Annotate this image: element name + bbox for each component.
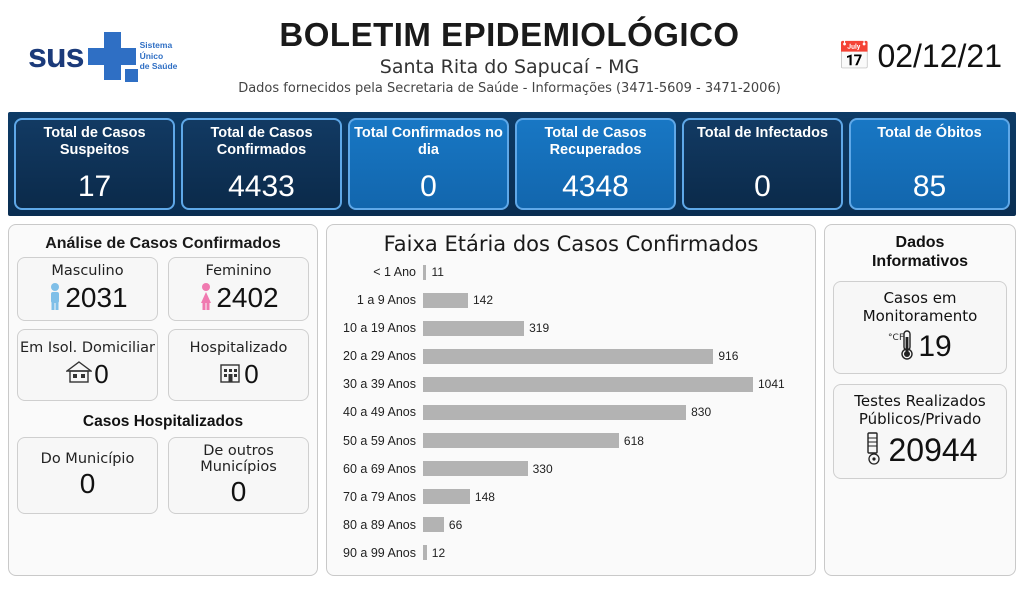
bar-category-label: 20 a 29 Anos (343, 349, 416, 364)
bar-category-label: 90 a 99 Anos (343, 545, 416, 560)
bar-track (423, 405, 799, 420)
age-group-bar-chart (333, 262, 809, 567)
section-title-hospitalizados: Casos Hospitalizados (82, 412, 244, 430)
bar-category-label: 60 a 69 Anos (343, 461, 416, 476)
test-tube-icon (863, 430, 885, 471)
bar-row (337, 487, 799, 507)
date-block (799, 38, 1014, 75)
bar-category-label: 70 a 79 Anos (343, 489, 416, 504)
bar-category-label: 30 a 39 Anos (343, 377, 416, 392)
bar-row (337, 374, 799, 394)
bar-track (423, 265, 799, 280)
card-label: Hospitalizado (189, 339, 288, 356)
bar-value-label: 319 (529, 321, 550, 336)
male-person-icon (47, 282, 63, 315)
bar-value-label: 12 (431, 545, 446, 560)
bar-track (423, 517, 799, 532)
female-person-icon (198, 282, 214, 315)
hospitalized-cards (17, 437, 309, 514)
summary-stats-bar (8, 112, 1016, 216)
bar-row (337, 431, 799, 451)
card-label-line1: Testes Realizados (854, 392, 986, 411)
bar-value-label: 618 (623, 433, 644, 448)
bar-category-label: 80 a 89 Anos (343, 517, 416, 532)
sus-logo-subtitle (140, 40, 178, 72)
card-value: 20944 (888, 432, 978, 469)
stat-casos-recuperados (515, 118, 676, 210)
stat-casos-suspeitos (14, 118, 175, 210)
page-subtitle: Santa Rita do Sapucaí - MG (379, 56, 640, 78)
bar (423, 545, 427, 560)
bar-track (423, 293, 799, 308)
bar-row (337, 515, 799, 535)
sus-sub-line3: de Saúde (139, 61, 178, 72)
card-do-municipio (17, 437, 158, 514)
card-masculino (17, 257, 158, 321)
stat-label: Total de Casos Recuperados (544, 125, 647, 158)
stat-label: Total de Óbitos (877, 125, 982, 141)
stat-obitos (849, 118, 1010, 210)
page-header (0, 0, 1024, 112)
stat-value: 4433 (228, 170, 295, 203)
bar-track (423, 377, 799, 392)
stat-infectados (682, 118, 843, 210)
stat-label: Total Confirmados no dia (354, 125, 503, 158)
card-label: Feminino (205, 263, 272, 279)
sus-sub-line1: Sistema (139, 40, 173, 51)
sus-logo-text: sus (28, 36, 84, 75)
panel-title-line1: Dados (895, 234, 945, 251)
card-value: 0 (94, 358, 109, 389)
bar (423, 433, 619, 448)
card-value: 2031 (65, 282, 128, 314)
bar-value-label: 142 (473, 293, 494, 308)
stat-value: 0 (754, 170, 771, 203)
bar-track (423, 349, 799, 364)
bar (423, 461, 528, 476)
card-value: 0 (230, 476, 247, 508)
panel-title-analise: Análise de Casos Confirmados (45, 235, 281, 252)
bar-value-label: 830 (691, 405, 712, 420)
bar (423, 377, 753, 392)
bar (423, 517, 444, 532)
cross-icon (88, 32, 136, 80)
bar-value-label: 66 (448, 517, 463, 532)
bar (423, 321, 524, 336)
page-source-note: Dados fornecidos pela Secretaria de Saúde - Informações (3471-5609 - 3471-2006) (238, 81, 781, 96)
bar-row (337, 262, 799, 282)
isolation-cards (17, 329, 309, 401)
stat-value: 4348 (562, 170, 629, 203)
bar-track (423, 321, 799, 336)
card-label-line1: Casos em (883, 289, 957, 308)
stat-value: 0 (420, 170, 437, 203)
sus-sub-line2: Único (139, 50, 164, 61)
card-feminino (168, 257, 309, 321)
bar-category-label: 50 a 59 Anos (343, 433, 416, 448)
panel-dados-informativos (824, 224, 1016, 576)
svg-text:F: F (899, 333, 905, 344)
bulletin-date: 02/12/21 (877, 37, 1002, 74)
bar (423, 265, 426, 280)
bar-row (337, 346, 799, 366)
card-casos-monitoramento (833, 281, 1007, 374)
house-icon (66, 360, 92, 389)
panel-analise-casos (8, 224, 318, 576)
card-value: 0 (79, 467, 96, 499)
stat-confirmados-no-dia (348, 118, 509, 210)
panel-faixa-etaria (326, 224, 816, 576)
bar-category-label: 40 a 49 Anos (343, 405, 416, 420)
bar-value-label: 916 (718, 349, 739, 364)
card-label: De outros Municípios (200, 442, 277, 476)
bar-category-label: 1 a 9 Anos (356, 293, 416, 308)
card-outros-municipios (168, 437, 309, 514)
card-value: 0 (244, 358, 259, 389)
svg-text:°C: °C (888, 333, 900, 344)
stat-value: 17 (77, 170, 112, 203)
bar (423, 405, 686, 420)
card-isolamento-domiciliar (17, 329, 158, 401)
body-columns (0, 216, 1024, 584)
bar-track (423, 545, 799, 560)
hospital-icon (218, 360, 242, 389)
card-testes-realizados (833, 384, 1007, 479)
panel-title-line2: Informativos (871, 253, 968, 271)
stat-label: Total de Infectados (696, 125, 829, 141)
thermometer-icon (888, 327, 914, 366)
bar-track (423, 489, 799, 504)
bar (423, 349, 713, 364)
card-label-line2: Monitoramento (862, 307, 978, 326)
bar-value-label: 330 (532, 461, 553, 476)
title-block (220, 16, 799, 96)
bar-value-label: 11 (431, 265, 444, 279)
bar-row (337, 459, 799, 479)
bar-track (423, 433, 799, 448)
page-title: BOLETIM EPIDEMIOLÓGICO (279, 16, 740, 53)
sus-logo (10, 32, 220, 80)
bar-track (423, 461, 799, 476)
bar-category-label: < 1 Ano (373, 265, 416, 279)
bar (423, 489, 470, 504)
card-label: Do Município (40, 451, 135, 467)
card-value: 19 (918, 329, 952, 363)
card-value: 2402 (216, 282, 279, 314)
stat-value: 85 (912, 170, 947, 203)
bar-value-label: 148 (474, 489, 495, 504)
bar-category-label: 10 a 19 Anos (343, 321, 416, 336)
bar-row (337, 543, 799, 563)
card-label: Em Isol. Domiciliar (20, 339, 155, 356)
bar-row (337, 318, 799, 338)
calendar-icon: 📅 (837, 40, 872, 72)
bar-row (337, 402, 799, 422)
bar-value-label: 1041 (758, 377, 785, 392)
panel-title-dados (833, 233, 1007, 271)
stat-label: Total de Casos Suspeitos (43, 125, 146, 158)
card-hospitalizado (168, 329, 309, 401)
stat-label: Total de Casos Confirmados (210, 125, 313, 158)
bar (423, 293, 468, 308)
stat-casos-confirmados (181, 118, 342, 210)
card-label: Masculino (51, 263, 124, 279)
bar-row (337, 290, 799, 310)
card-label-line2: Públicos/Privado (858, 410, 982, 429)
chart-title: Faixa Etária dos Casos Confirmados (383, 232, 759, 256)
gender-cards (17, 257, 309, 321)
